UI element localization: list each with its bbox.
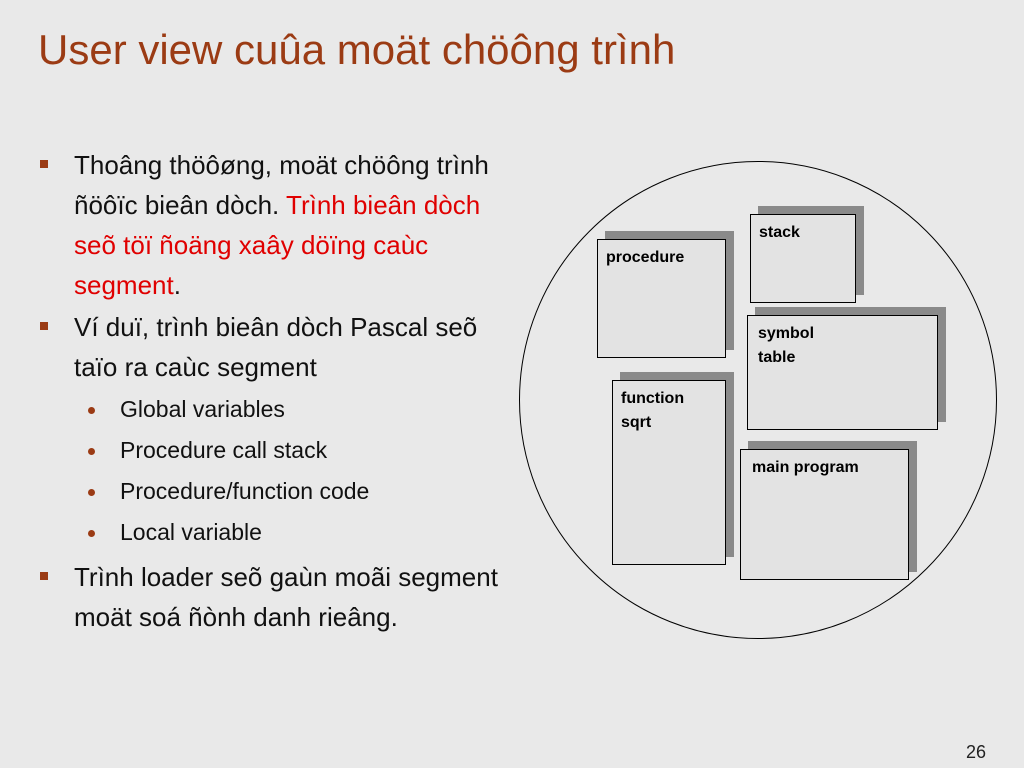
- bullet-tail-text: .: [173, 270, 181, 300]
- dot-bullet-icon: [88, 448, 95, 455]
- bullet-item: [40, 557, 520, 637]
- segment-stack: [750, 214, 856, 303]
- bullet-item: [40, 307, 520, 387]
- dot-bullet-icon: [88, 489, 95, 496]
- segment-label: symbol: [758, 325, 815, 342]
- square-bullet-icon: [40, 572, 48, 580]
- bullet-list: [40, 145, 520, 639]
- sub-bullet-text: Global variables: [120, 396, 285, 422]
- segment-label: procedure: [606, 249, 685, 266]
- segment-label: sqrt: [621, 414, 652, 431]
- sub-bullet-item: [40, 430, 520, 471]
- page-number: 26: [965, 742, 986, 762]
- slide-title: User view cuûa moät chöông trình: [38, 26, 676, 73]
- sub-bullet-text: Procedure/function code: [120, 478, 370, 504]
- segment-label: function: [621, 390, 685, 407]
- segment-function-sqrt: [612, 380, 726, 565]
- bullet-highlight-text: Trình bieân dòch seõ töï ñoäng xaây döïng caùc segment: [74, 190, 481, 300]
- square-bullet-icon: [40, 160, 48, 168]
- sub-bullet-text: Procedure call stack: [120, 437, 328, 463]
- segment-label: table: [758, 349, 796, 366]
- segment-label: stack: [759, 224, 800, 241]
- square-bullet-icon: [40, 322, 48, 330]
- bullet-text: Thoâng thöôøng, moät chöông trình ñöôïc bieân dòch.: [74, 150, 489, 220]
- bullet-text: Trình loader seõ gaùn moãi segment moät soá ñònh danh rieâng.: [74, 562, 498, 632]
- sub-bullet-item: [40, 471, 520, 512]
- segment-symbol-table: [747, 315, 938, 430]
- sub-bullet-text: Local variable: [120, 519, 262, 545]
- segment-label: main program: [752, 459, 859, 476]
- dot-bullet-icon: [88, 407, 95, 414]
- bullet-text: Ví duï, trình bieân dòch Pascal seõ taïo ra caùc segment: [74, 312, 478, 382]
- sub-bullet-item: [40, 512, 520, 553]
- segment-main-program: [740, 449, 909, 580]
- sub-bullet-item: [40, 389, 520, 430]
- bullet-item: [40, 145, 520, 305]
- segment-procedure: [597, 239, 726, 358]
- dot-bullet-icon: [88, 530, 95, 537]
